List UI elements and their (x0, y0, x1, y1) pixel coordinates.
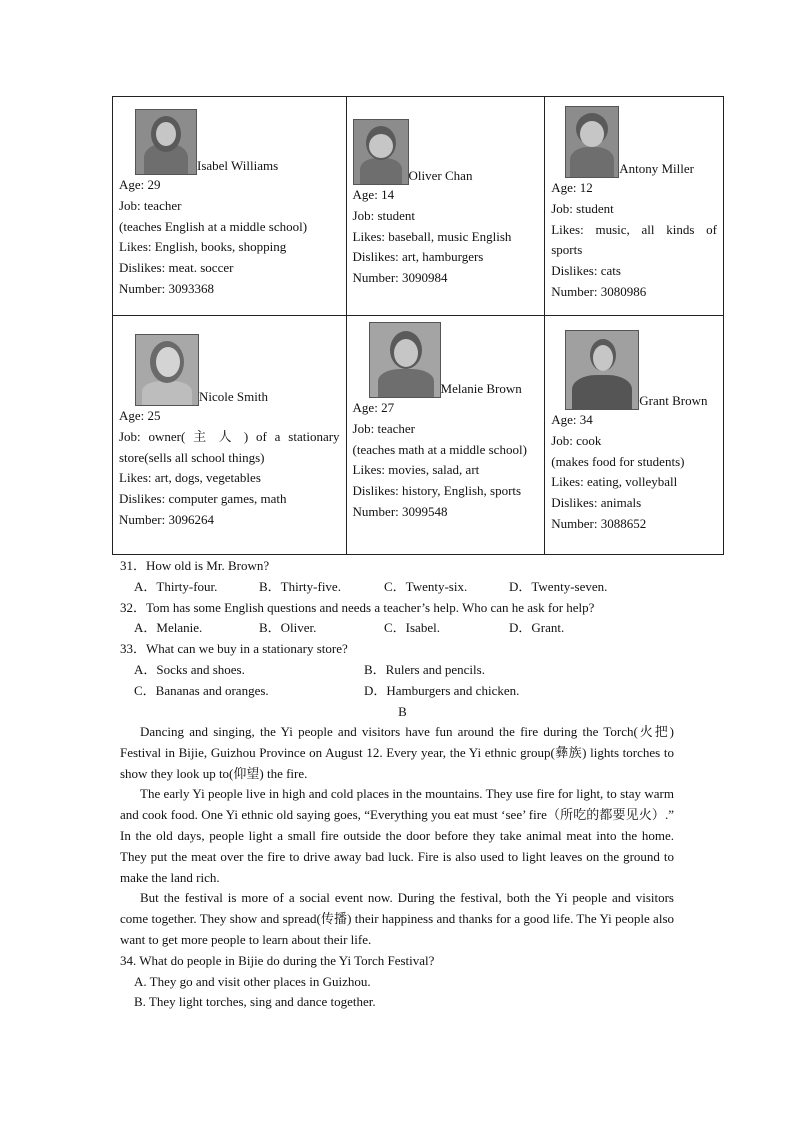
profile-card-oliver (346, 97, 545, 316)
section-b-label: B (398, 703, 407, 719)
profile-number: Number: 3090984 (352, 270, 448, 286)
profile-likes: Likes: movies, salad, art (352, 462, 480, 478)
profile-number: Number: 3088652 (551, 515, 647, 531)
profile-age: Age: 12 (551, 180, 593, 195)
profile-job: Job: student (352, 207, 416, 223)
profile-likes: Likes: eating, volleyball (551, 474, 678, 490)
passage-paragraph-2: The early Yi people live in high and cold places in the mountains. They use fire for light, to stay warm and cook food. One Yi ethnic old saying goes, “Everything you eat must ‘see’ fire（所吃的都要见火）.” In the old days, people light a small fire outside the door before they take animal meat into the home. They put the meat over the fire to drive away bad luck. Fire is also used to light leaves on the ground to make the land rich. (120, 786, 674, 885)
profile-dislikes: Dislikes: art, hamburgers (352, 249, 484, 265)
profile-age: Age: 27 (352, 400, 395, 415)
profile-number: Number: 3093368 (119, 280, 214, 296)
profile-job: Job: teacher (119, 197, 182, 213)
profile-job: Job: student (551, 200, 614, 216)
profile-age: Age: 14 (352, 187, 395, 202)
question-33-options-row2 (120, 681, 680, 702)
question-33: 33．What can we buy in a stationary store? (120, 641, 348, 657)
profile-job-detail: (teaches math at a middle school) (352, 441, 527, 457)
passage-paragraph-3: But the festival is more of a social event now. During the festival, both the Yi people and visitors come together. They show and spread(传播) their happiness and thanks for a good life. The Yi people also want to get more people to learn about their life. (120, 890, 674, 947)
profile-age: Age: 34 (551, 412, 593, 427)
profile-name: Isabel Williams (197, 158, 279, 174)
question-32: 32．Tom has some English questions and needs a teacher’s help. Who can he ask for help? (120, 599, 595, 615)
option-a[interactable]: A. They go and visit other places in Guizhou. (134, 973, 371, 989)
question-31: 31．How old is Mr. Brown? (120, 558, 270, 573)
photo-nicole (135, 334, 199, 406)
profile-job: Job: owner( 主 人 ) of a stationary store(sells all school things) (119, 428, 340, 465)
question-33-options (120, 660, 680, 681)
profile-card-melanie (346, 316, 545, 555)
option-d[interactable]: D．Grant. (509, 620, 565, 636)
profile-number: Number: 3099548 (352, 503, 448, 519)
question-32-options (120, 618, 680, 639)
option-b[interactable]: B. They light torches, sing and dance together. (134, 994, 376, 1010)
option-c[interactable]: C．Twenty-six. (384, 578, 468, 594)
option-a[interactable]: A．Thirty-four. (134, 578, 218, 594)
option-a[interactable]: A．Socks and shoes. (134, 661, 245, 677)
profile-card-isabel (113, 97, 347, 316)
profile-likes: Likes: music, all kinds of sports (551, 221, 717, 258)
profile-name: Oliver Chan (408, 168, 473, 184)
profile-card-nicole (113, 316, 347, 555)
profile-name: Melanie Brown (440, 381, 522, 397)
profile-table (112, 96, 724, 555)
profile-name: Nicole Smith (199, 389, 268, 405)
photo-antony (565, 106, 619, 178)
profile-job-detail: (teaches English at a middle school) (119, 218, 308, 234)
profile-card-antony (545, 97, 724, 316)
option-d[interactable]: D．Hamburgers and chicken. (364, 682, 520, 698)
reading-passage-b (120, 722, 674, 1013)
option-b[interactable]: B．Oliver. (259, 620, 317, 636)
question-31-options (120, 577, 680, 598)
passage-paragraph-1: Dancing and singing, the Yi people and visitors have fun around the fire during the Torch(火把) Festival in Bijie, Guizhou Province on August 12. Every year, the Yi ethnic group(彝族) lights torches to show they look up to(仰望) the fire. (120, 724, 674, 781)
profile-likes: Likes: art, dogs, vegetables (119, 470, 261, 486)
profile-name: Antony Miller (619, 161, 694, 177)
question-34: 34. What do people in Bijie do during the Yi Torch Festival? (120, 952, 435, 968)
option-b[interactable]: B．Rulers and pencils. (364, 661, 485, 677)
questions-section-a (120, 556, 680, 722)
option-c[interactable]: C．Isabel. (384, 620, 440, 636)
profile-number: Number: 3080986 (551, 283, 647, 299)
option-b[interactable]: B．Thirty-five. (259, 578, 341, 594)
profile-age: Age: 29 (119, 177, 161, 192)
option-c[interactable]: C．Bananas and oranges. (134, 682, 269, 698)
photo-grant (565, 330, 639, 410)
profile-job-detail: (makes food for students) (551, 453, 685, 469)
profile-dislikes: Dislikes: history, English, sports (352, 483, 522, 499)
profile-name: Grant Brown (639, 393, 708, 409)
profile-job: Job: cook (551, 432, 602, 448)
profile-job: Job: teacher (352, 420, 415, 436)
profile-dislikes: Dislikes: cats (551, 263, 621, 279)
profile-card-grant (545, 316, 724, 555)
profile-dislikes: Dislikes: computer games, math (119, 491, 287, 507)
photo-oliver (353, 119, 409, 185)
profile-likes: Likes: baseball, music English (352, 228, 512, 244)
option-a[interactable]: A．Melanie. (134, 620, 203, 636)
profile-dislikes: Dislikes: meat. soccer (119, 260, 234, 276)
profile-age: Age: 25 (119, 408, 161, 423)
photo-melanie (369, 322, 441, 398)
profile-dislikes: Dislikes: animals (551, 495, 642, 511)
profile-likes: Likes: English, books, shopping (119, 239, 287, 255)
photo-isabel (135, 109, 197, 175)
option-d[interactable]: D．Twenty-seven. (509, 578, 608, 594)
profile-number: Number: 3096264 (119, 511, 214, 527)
